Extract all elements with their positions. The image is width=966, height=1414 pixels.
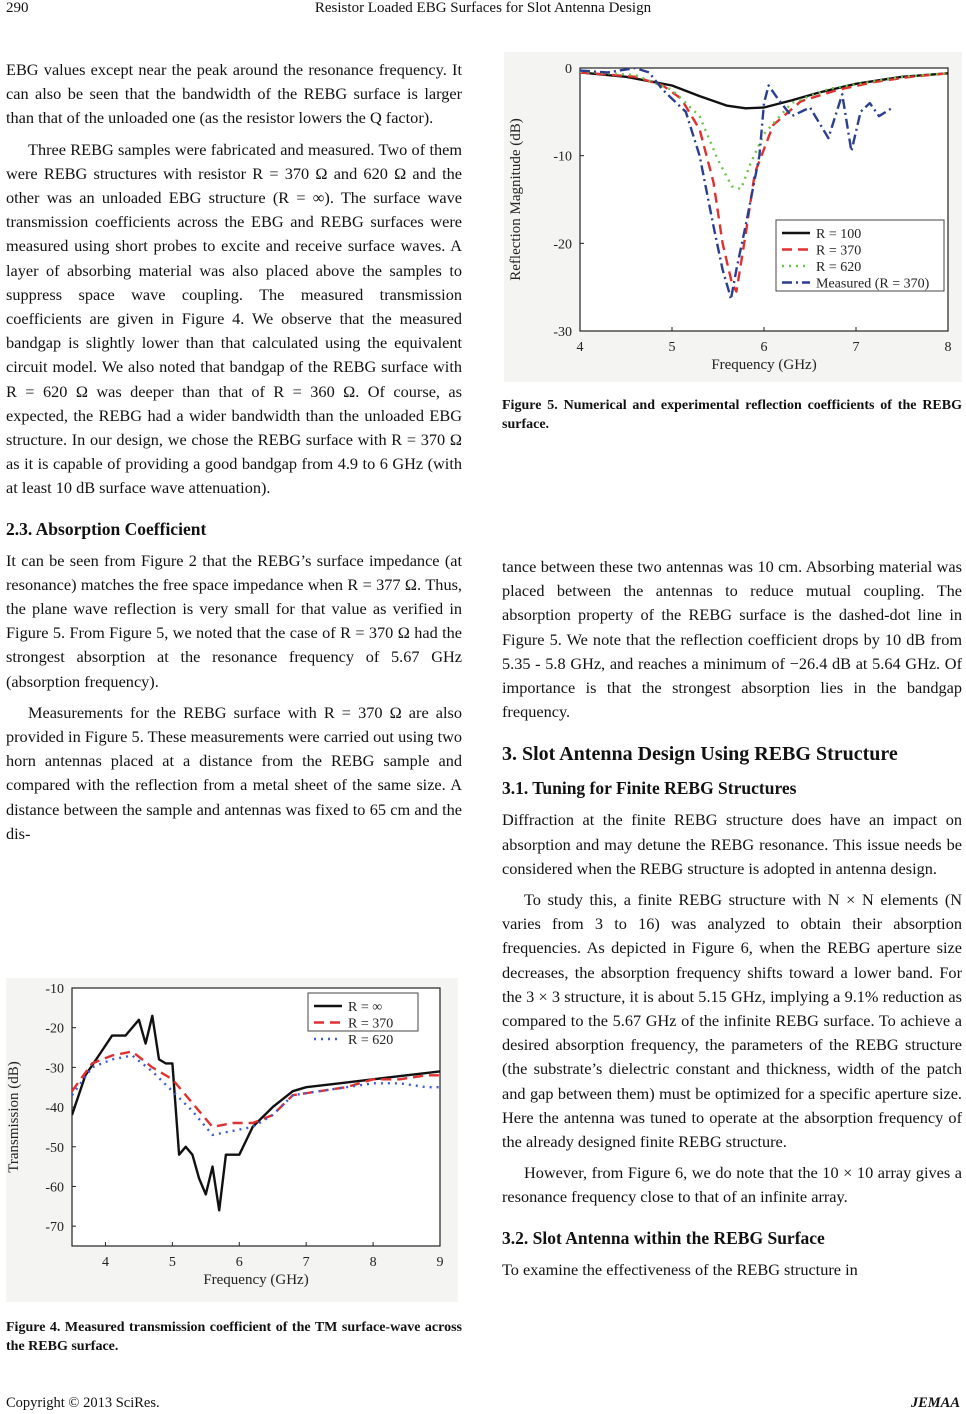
y-tick-label: -40 <box>45 1101 64 1117</box>
paragraph: Diffraction at the finite REBG structure does have an impact on absorption and may detune the REBG resonance. This issue needs be considered when the REBG structure is adopted in antenna design. <box>502 810 962 878</box>
running-title: Resistor Loaded EBG Surfaces for Slot Antenna Design <box>314 0 652 16</box>
y-tick-label: -30 <box>553 325 572 340</box>
paragraph: Three REBG samples were fabricated and measured. Two of them were REBG structures with resistor R = 370 Ω and 620 Ω and the other was an unloaded EBG structure (R = ∞). The surface wave transmission coefficients across the EBG and REBG surfaces were measured using short probes to excite and receive surface waves. A layer of absorbing material was also placed above the samples to suppress space wave coupling. The measured transmission coefficients are given in Figure 4. We observe that the measured bandgap is slightly lower than that calculated using the equivalent circuit model. We also noted that bandgap of the REBG surface with R = 620 Ω was deeper than that of R = 360 Ω. Of course, as expected, the REBG had a wider bandwidth than the unloaded EBG structure. In our design, we chose the REBG surface with R = 370 Ω as it is capable of providing a good bandgap from 4.9 to 6 GHz (with at least 10 dB surface wave attenuation). <box>6 139 462 498</box>
x-axis-label: Frequency (GHz) <box>203 1272 309 1288</box>
copyright-footer: Copyright © 2013 SciRes. <box>6 1395 160 1411</box>
y-tick-label: -10 <box>45 982 64 997</box>
x-tick-label: 5 <box>668 340 676 355</box>
right-column <box>502 555 962 1282</box>
figure-5-chart <box>504 52 962 382</box>
figure-4-chart <box>6 978 458 1302</box>
paragraph: EBG values except near the peak around the resonance frequency. It can also be seen that the bandwidth of the REBG surface is larger than that of the unloaded one (as the resistor lowers the Q factor). <box>6 60 462 128</box>
x-tick-label: 4 <box>576 340 584 355</box>
paragraph: However, from Figure 6, we do note that the 10 × 10 array gives a resonance frequency close to that of an infinite array. <box>502 1163 962 1207</box>
legend-label: R = 370 <box>348 1016 394 1032</box>
paragraph: To study this, a finite REBG structure with N × N elements (N varies from 3 to 16) was analyzed to obtain their absorption frequencies. As depicted in Figure 6, when the REBG aperture size decreases, the absorption frequency shifts toward a lower band. For the 3 × 3 structure, it is about 5.15 GHz, implying a 9.1% reduction as compared to the 5.67 GHz of the infinite REBG surface. To achieve a desired absorption frequency, the parameters of the REBG structure (the substrate’s dielectric constant and thickness, width of the patch and gap between them) must be optimized for a specific aperture size. Here the antenna was tuned to operate at the absorption frequency of the already designed finite REBG structure. <box>502 890 962 1152</box>
x-tick-label: 5 <box>168 1255 176 1270</box>
paragraph: To examine the effectiveness of the REBG structure in <box>502 1259 858 1279</box>
legend-label: R = 100 <box>816 227 862 242</box>
y-tick-label: -60 <box>45 1180 64 1196</box>
x-tick-label: 8 <box>369 1255 377 1270</box>
subsection-heading: 3.1. Tuning for Finite REBG Structures <box>502 778 797 799</box>
legend-label: R = 620 <box>348 1033 394 1048</box>
x-tick-label: 9 <box>436 1255 444 1270</box>
y-tick-label: -70 <box>45 1220 64 1236</box>
section-heading: 3. Slot Antenna Design Using REBG Structure <box>502 743 898 766</box>
x-tick-label: 7 <box>302 1255 310 1270</box>
x-tick-label: 6 <box>760 340 768 355</box>
y-axis-label: Transmission (dB) <box>6 1061 22 1173</box>
x-tick-label: 4 <box>101 1255 109 1270</box>
y-tick-label: -20 <box>553 237 572 253</box>
legend-label: R = ∞ <box>348 1000 383 1015</box>
left-column <box>6 58 462 846</box>
legend-label: Measured (R = 370) <box>816 276 930 292</box>
x-tick-label: 8 <box>944 340 952 355</box>
y-tick-label: -20 <box>45 1021 64 1037</box>
x-axis-label: Frequency (GHz) <box>711 357 817 373</box>
paragraph: It can be seen from Figure 2 that the REBG’s surface impedance (at resonance) matches the free space impedance when R = 377 Ω. Thus, the plane wave reflection is very small for that value as verified in Figure 5. From Figure 5, we noted that the case of R = 370 Ω had the strongest absorption at the resonance frequency of 5.67 GHz (absorption frequency). <box>6 550 462 691</box>
page-header <box>0 0 966 22</box>
y-tick-label: -50 <box>45 1140 64 1156</box>
figure-5-caption: Figure 5. Numerical and experimental reflection coefficients of the REBG surface. <box>502 398 962 432</box>
journal-footer: JEMAA <box>910 1395 960 1411</box>
y-tick-label: -10 <box>553 149 572 165</box>
figure-4-caption: Figure 4. Measured transmission coefficient of the TM surface-wave across the REBG surface. <box>6 1320 462 1354</box>
y-tick-label: -30 <box>45 1061 64 1077</box>
x-tick-label: 7 <box>852 340 860 355</box>
subsection-heading: 3.2. Slot Antenna within the REBG Surface <box>502 1227 825 1248</box>
legend-label: R = 620 <box>816 260 862 275</box>
section-heading: 2.3. Absorption Coefficient <box>6 518 207 539</box>
paragraph: Measurements for the REBG surface with R = 370 Ω are also provided in Figure 5. These measurements were carried out using two horn antennas placed at a distance from the REBG sample and compared with the reflection from a metal sheet of the same size. A distance between the sample and antennas was fixed to 65 cm and the dis- <box>6 702 462 843</box>
y-axis-label: Reflection Magnitude (dB) <box>508 118 524 281</box>
y-tick-label: 0 <box>565 62 572 77</box>
page-number: 290 <box>6 0 29 16</box>
legend-label: R = 370 <box>816 243 862 259</box>
paragraph: tance between these two antennas was 10 cm. Absorbing material was placed between the antennas to reduce mutual coupling. The absorption property of the REBG surface is the dashed-dot line in Figure 5. We note that the reflection coefficient drops by 10 dB from 5.35 - 5.8 GHz, and reaches a minimum of −26.4 dB at 5.64 GHz. Of importance is that the strongest absorption lies in the bandgap frequency. <box>502 557 962 722</box>
x-tick-label: 6 <box>235 1255 243 1270</box>
